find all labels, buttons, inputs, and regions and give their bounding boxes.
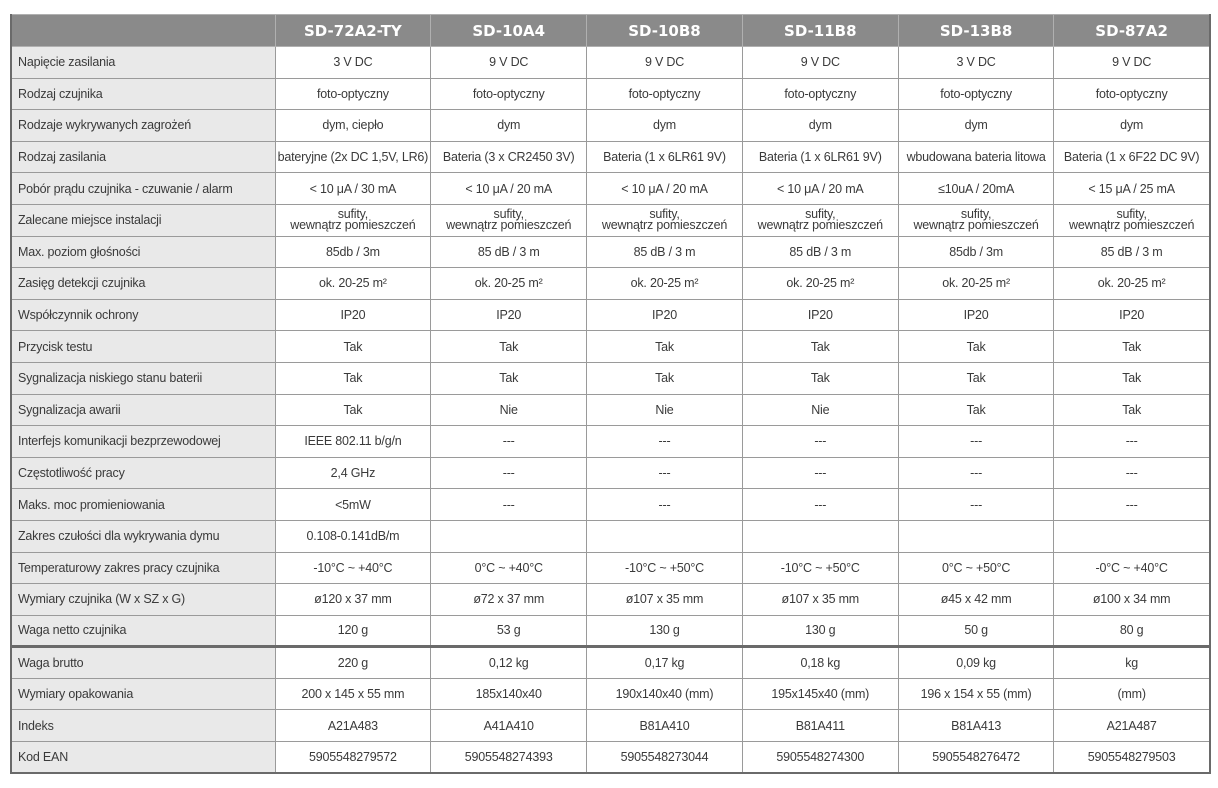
value-cell: Tak: [1054, 331, 1210, 363]
value-cell: Tak: [898, 331, 1054, 363]
table-row: [11, 615, 1210, 647]
row-label: Zalecane miejsce instalacji: [11, 204, 275, 236]
value-cell: ---: [587, 457, 743, 489]
value-cell: 85 dB / 3 m: [1054, 236, 1210, 268]
value-cell-line: sufity,: [493, 207, 524, 222]
value-cell: IP20: [742, 299, 898, 331]
value-cell: dym: [742, 110, 898, 142]
value-cell: 53 g: [431, 615, 587, 647]
value-cell: 9 V DC: [431, 47, 587, 79]
value-cell: ---: [587, 489, 743, 521]
value-cell: foto-optyczny: [1054, 78, 1210, 110]
table-row: [11, 520, 1210, 552]
value-cell: Nie: [742, 394, 898, 426]
row-label: Pobór prądu czujnika - czuwanie / alarm: [11, 173, 275, 205]
value-cell: 196 x 154 x 55 (mm): [898, 678, 1054, 710]
value-cell: 130 g: [587, 615, 743, 647]
header-row: [11, 15, 1210, 47]
row-label: Waga netto czujnika: [11, 615, 275, 647]
value-cell: ø120 x 37 mm: [275, 584, 431, 616]
value-cell: 3 V DC: [898, 47, 1054, 79]
row-label: Indeks: [11, 710, 275, 742]
value-cell-line: wewnątrz pomieszczeń: [290, 218, 416, 233]
value-cell: [898, 204, 1054, 236]
spec-table-body: [11, 47, 1210, 774]
row-label: Współczynnik ochrony: [11, 299, 275, 331]
table-row: [11, 141, 1210, 173]
value-cell: <5mW: [275, 489, 431, 521]
value-cell: dym: [587, 110, 743, 142]
value-cell: < 10 μA / 20 mA: [587, 173, 743, 205]
value-cell-line: wewnątrz pomieszczeń: [1069, 218, 1195, 233]
value-cell: 85 dB / 3 m: [431, 236, 587, 268]
value-cell: Tak: [275, 362, 431, 394]
value-cell: ---: [898, 457, 1054, 489]
value-cell: < 10 μA / 20 mA: [742, 173, 898, 205]
value-cell: A21A487: [1054, 710, 1210, 742]
table-row: [11, 710, 1210, 742]
value-cell: ---: [587, 426, 743, 458]
value-cell: [275, 204, 431, 236]
value-cell: 200 x 145 x 55 mm: [275, 678, 431, 710]
value-cell: ok. 20-25 m²: [1054, 268, 1210, 300]
value-cell: 2,4 GHz: [275, 457, 431, 489]
value-cell: 3 V DC: [275, 47, 431, 79]
value-cell: Tak: [431, 362, 587, 394]
row-label: Maks. moc promieniowania: [11, 489, 275, 521]
value-cell: IP20: [1054, 299, 1210, 331]
value-cell: foto-optyczny: [431, 78, 587, 110]
value-cell: ---: [431, 426, 587, 458]
table-row: [11, 268, 1210, 300]
row-label: Rodzaj zasilania: [11, 141, 275, 173]
value-cell: ≤10uA / 20mA: [898, 173, 1054, 205]
value-cell: [1054, 204, 1210, 236]
value-cell: [431, 520, 587, 552]
value-cell-line: wewnątrz pomieszczeń: [601, 218, 728, 233]
row-label: Częstotliwość pracy: [11, 457, 275, 489]
row-label: Wymiary czujnika (W x SZ x G): [11, 584, 275, 616]
value-cell: dym: [1054, 110, 1210, 142]
row-label: Rodzaj czujnika: [11, 78, 275, 110]
row-label: Temperaturowy zakres pracy czujnika: [11, 552, 275, 584]
value-cell: Tak: [275, 394, 431, 426]
value-cell: Tak: [742, 331, 898, 363]
model-header: SD-13B8: [898, 15, 1054, 47]
value-cell: 120 g: [275, 615, 431, 647]
value-cell: 5905548273044: [587, 742, 743, 774]
value-cell: < 15 μA / 25 mA: [1054, 173, 1210, 205]
value-cell: Tak: [587, 362, 743, 394]
value-cell: 0,09 kg: [898, 647, 1054, 679]
value-cell: 0.108-0.141dB/m: [275, 520, 431, 552]
value-cell: 5905548274393: [431, 742, 587, 774]
value-cell-line: sufity,: [1116, 207, 1147, 222]
row-label: Zakres czułości dla wykrywania dymu: [11, 520, 275, 552]
value-cell: Bateria (1 x 6LR61 9V): [587, 141, 743, 173]
value-cell: ---: [742, 489, 898, 521]
value-cell: ø100 x 34 mm: [1054, 584, 1210, 616]
row-label: Zasięg detekcji czujnika: [11, 268, 275, 300]
table-row: [11, 584, 1210, 616]
model-header: SD-11B8: [742, 15, 898, 47]
value-cell: Bateria (1 x 6F22 DC 9V): [1054, 141, 1210, 173]
value-cell: ---: [1054, 489, 1210, 521]
table-row: [11, 394, 1210, 426]
value-cell: IP20: [275, 299, 431, 331]
value-cell: -0°C ~ +40°C: [1054, 552, 1210, 584]
value-cell: Bateria (1 x 6LR61 9V): [742, 141, 898, 173]
value-cell: 0,17 kg: [587, 647, 743, 679]
value-cell: 130 g: [742, 615, 898, 647]
value-cell: kg: [1054, 647, 1210, 679]
table-row: [11, 489, 1210, 521]
value-cell: [587, 520, 743, 552]
header-corner-cell: [11, 15, 275, 47]
value-cell: ---: [742, 426, 898, 458]
value-cell: 190x140x40 (mm): [587, 678, 743, 710]
value-cell: Nie: [431, 394, 587, 426]
value-cell: IP20: [898, 299, 1054, 331]
value-cell: ø45 x 42 mm: [898, 584, 1054, 616]
value-cell: 85db / 3m: [898, 236, 1054, 268]
value-cell: 195x145x40 (mm): [742, 678, 898, 710]
value-cell: 0,12 kg: [431, 647, 587, 679]
table-row: [11, 78, 1210, 110]
value-cell: Bateria (3 x CR2450 3V): [431, 141, 587, 173]
value-cell: foto-optyczny: [587, 78, 743, 110]
value-cell: [742, 520, 898, 552]
value-cell: IP20: [587, 299, 743, 331]
value-cell: -10°C ~ +50°C: [742, 552, 898, 584]
value-cell: B81A410: [587, 710, 743, 742]
value-cell-line: sufity,: [649, 207, 680, 222]
value-cell-line: sufity,: [805, 207, 836, 222]
value-cell: [1054, 520, 1210, 552]
table-row: [11, 362, 1210, 394]
row-label: Sygnalizacja awarii: [11, 394, 275, 426]
table-row: [11, 647, 1210, 679]
value-cell: ---: [1054, 426, 1210, 458]
row-label: Wymiary opakowania: [11, 678, 275, 710]
row-label: Max. poziom głośności: [11, 236, 275, 268]
value-cell: 50 g: [898, 615, 1054, 647]
value-cell: foto-optyczny: [742, 78, 898, 110]
value-cell: ø107 x 35 mm: [587, 584, 743, 616]
value-cell: B81A411: [742, 710, 898, 742]
value-cell: (mm): [1054, 678, 1210, 710]
value-cell-line: sufity,: [337, 207, 369, 222]
value-cell: IP20: [431, 299, 587, 331]
table-row: [11, 236, 1210, 268]
value-cell: Nie: [587, 394, 743, 426]
value-cell: 5905548274300: [742, 742, 898, 774]
value-cell: < 10 μA / 30 mA: [275, 173, 431, 205]
row-label: Waga brutto: [11, 647, 275, 679]
value-cell: bateryjne (2x DC 1,5V, LR6): [275, 141, 431, 173]
value-cell: 9 V DC: [587, 47, 743, 79]
value-cell: Tak: [742, 362, 898, 394]
value-cell: 5905548279572: [275, 742, 431, 774]
value-cell: 220 g: [275, 647, 431, 679]
table-row: [11, 457, 1210, 489]
value-cell: dym: [898, 110, 1054, 142]
value-cell: [742, 204, 898, 236]
value-cell: A41A410: [431, 710, 587, 742]
table-row: [11, 299, 1210, 331]
value-cell: 80 g: [1054, 615, 1210, 647]
value-cell: 9 V DC: [742, 47, 898, 79]
table-row: [11, 742, 1210, 774]
value-cell: -10°C ~ +40°C: [275, 552, 431, 584]
value-cell: Tak: [898, 394, 1054, 426]
value-cell-line: sufity,: [960, 207, 992, 222]
value-cell: ---: [1054, 457, 1210, 489]
value-cell: A21A483: [275, 710, 431, 742]
value-cell: foto-optyczny: [275, 78, 431, 110]
model-header: SD-10A4: [431, 15, 587, 47]
value-cell: Tak: [587, 331, 743, 363]
value-cell: < 10 μA / 20 mA: [431, 173, 587, 205]
value-cell: ø107 x 35 mm: [742, 584, 898, 616]
value-cell: IEEE 802.11 b/g/n: [275, 426, 431, 458]
value-cell: dym: [431, 110, 587, 142]
value-cell: ø72 x 37 mm: [431, 584, 587, 616]
table-row: [11, 204, 1210, 236]
value-cell: 5905548279503: [1054, 742, 1210, 774]
value-cell: B81A413: [898, 710, 1054, 742]
value-cell: [431, 204, 587, 236]
table-row: [11, 47, 1210, 79]
value-cell: 0,18 kg: [742, 647, 898, 679]
row-label: Interfejs komunikacji bezprzewodowej: [11, 426, 275, 458]
value-cell: wbudowana bateria litowa: [898, 141, 1054, 173]
value-cell: Tak: [431, 331, 587, 363]
value-cell: ---: [742, 457, 898, 489]
spec-comparison-table: [10, 14, 1211, 774]
value-cell: 85 dB / 3 m: [587, 236, 743, 268]
value-cell: Tak: [1054, 362, 1210, 394]
value-cell: ---: [431, 489, 587, 521]
value-cell: ---: [898, 426, 1054, 458]
table-row: [11, 331, 1210, 363]
table-row: [11, 173, 1210, 205]
value-cell: ok. 20-25 m²: [898, 268, 1054, 300]
value-cell: foto-optyczny: [898, 78, 1054, 110]
value-cell: 9 V DC: [1054, 47, 1210, 79]
value-cell: -10°C ~ +50°C: [587, 552, 743, 584]
table-row: [11, 552, 1210, 584]
value-cell: [898, 520, 1054, 552]
row-label: Sygnalizacja niskiego stanu baterii: [11, 362, 275, 394]
value-cell: ---: [431, 457, 587, 489]
value-cell-line: wewnątrz pomieszczeń: [913, 218, 1039, 233]
value-cell-line: wewnątrz pomieszczeń: [757, 218, 883, 233]
value-cell: ok. 20-25 m²: [275, 268, 431, 300]
value-cell: dym, ciepło: [275, 110, 431, 142]
value-cell: 5905548276472: [898, 742, 1054, 774]
value-cell: 0°C ~ +40°C: [431, 552, 587, 584]
row-label: Napięcie zasilania: [11, 47, 275, 79]
row-label: Kod EAN: [11, 742, 275, 774]
value-cell: 85db / 3m: [275, 236, 431, 268]
table-row: [11, 678, 1210, 710]
model-header: SD-87A2: [1054, 15, 1210, 47]
value-cell: Tak: [898, 362, 1054, 394]
value-cell: 185x140x40: [431, 678, 587, 710]
value-cell: Tak: [1054, 394, 1210, 426]
value-cell: ok. 20-25 m²: [587, 268, 743, 300]
value-cell: ---: [898, 489, 1054, 521]
value-cell: Tak: [275, 331, 431, 363]
table-row: [11, 426, 1210, 458]
row-label: Przycisk testu: [11, 331, 275, 363]
value-cell: ok. 20-25 m²: [431, 268, 587, 300]
table-row: [11, 110, 1210, 142]
value-cell: [587, 204, 743, 236]
value-cell: 0°C ~ +50°C: [898, 552, 1054, 584]
model-header: SD-10B8: [587, 15, 743, 47]
value-cell: ok. 20-25 m²: [742, 268, 898, 300]
row-label: Rodzaje wykrywanych zagrożeń: [11, 110, 275, 142]
value-cell: 85 dB / 3 m: [742, 236, 898, 268]
model-header: SD-72A2-TY: [275, 15, 431, 47]
value-cell-line: wewnątrz pomieszczeń: [446, 218, 572, 233]
